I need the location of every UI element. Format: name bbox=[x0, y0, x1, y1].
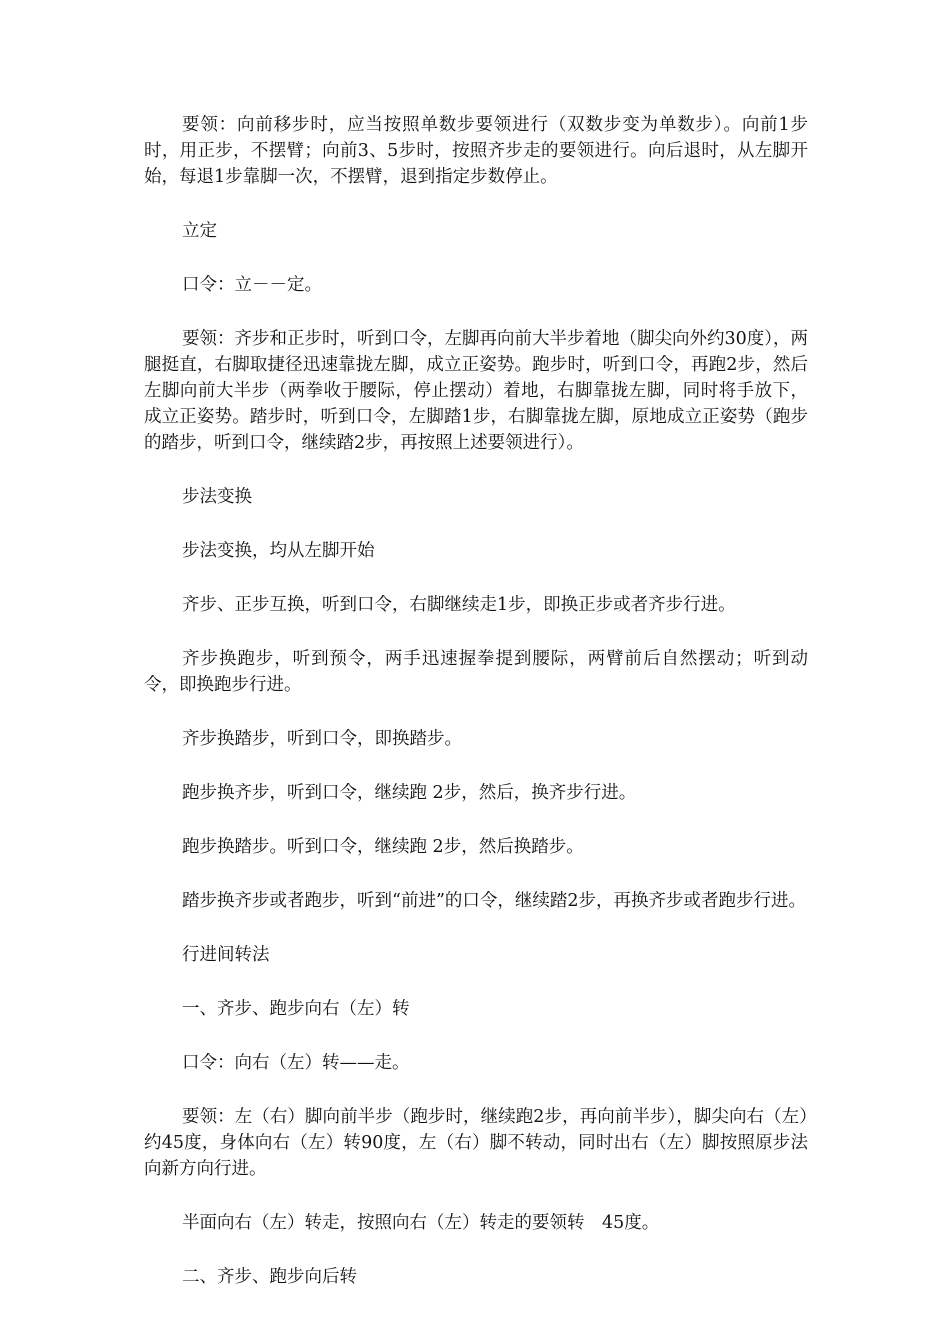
paragraph-quick-to-mark: 齐步换踏步，听到口令，即换踏步。 bbox=[182, 729, 462, 749]
paragraph-quick-to-run: 齐步换跑步，听到预令，两手迅速握拳提到腰际，两臂前后自然摆动；听到动令，即换跑步行进。 bbox=[144, 649, 808, 695]
paragraph-step-shift-essentials: 要领：向前移步时，应当按照单数步要领进行（双数步变为单数步）。向前1步时，用正步，不摆臂；向前3、5步时，按照齐步走的要领进行。向后退时，从左脚开始，每退1步靠脚一次，不摆臂，退到指定步数停止。 bbox=[144, 115, 808, 187]
heading-right-left-turn: 一、齐步、跑步向右（左）转 bbox=[182, 999, 410, 1019]
heading-marching-turns: 行进间转法 bbox=[182, 945, 270, 965]
heading-halt: 立定 bbox=[182, 221, 217, 241]
paragraph-halt-essentials: 要领：齐步和正步时，听到口令，左脚再向前大半步着地（脚尖向外约30度），两腿挺直，右脚取捷径迅速靠拢左脚，成立正姿势。跑步时，听到口令，再跑2步，然后左脚向前大半步（两拳收于腰际，停止摆动）着地，右脚靠拢左脚，同时将手放下，成立正姿势。踏步时，听到口令，左脚踏1步，右脚靠拢左脚，原地成立正姿势（跑步的踏步，听到口令，继续踏2步，再按照上述要领进行）。 bbox=[144, 329, 809, 453]
paragraph-step-change-intro: 步法变换，均从左脚开始 bbox=[182, 541, 375, 561]
paragraph-halt-command: 口令：立－－定。 bbox=[182, 275, 322, 295]
paragraph-quick-parade-switch: 齐步、正步互换，听到口令，右脚继续走1步，即换正步或者齐步行进。 bbox=[182, 595, 736, 615]
paragraph-turn-essentials: 要领：左（右）脚向前半步（跑步时，继续跑2步，再向前半步），脚尖向右（左）约45度，身体向右（左）转90度，左（右）脚不转动，同时出右（左）脚按照原步法向新方向行进。 bbox=[144, 1107, 808, 1179]
heading-step-change: 步法变换 bbox=[182, 487, 252, 507]
document-body bbox=[144, 112, 808, 1318]
paragraph-half-turn: 半面向右（左）转走，按照向右（左）转走的要领转 45度。 bbox=[182, 1213, 660, 1233]
heading-about-turn: 二、齐步、跑步向后转 bbox=[182, 1267, 357, 1287]
paragraph-run-to-mark: 跑步换踏步。听到口令，继续跑 2步，然后换踏步。 bbox=[182, 837, 584, 857]
paragraph-run-to-quick: 跑步换齐步，听到口令，继续跑 2步，然后，换齐步行进。 bbox=[182, 783, 637, 803]
paragraph-turn-command: 口令：向右（左）转——走。 bbox=[182, 1053, 410, 1073]
paragraph-mark-to-quick-or-run: 踏步换齐步或者跑步，听到“前进”的口令，继续踏2步，再换齐步或者跑步行进。 bbox=[182, 891, 807, 911]
